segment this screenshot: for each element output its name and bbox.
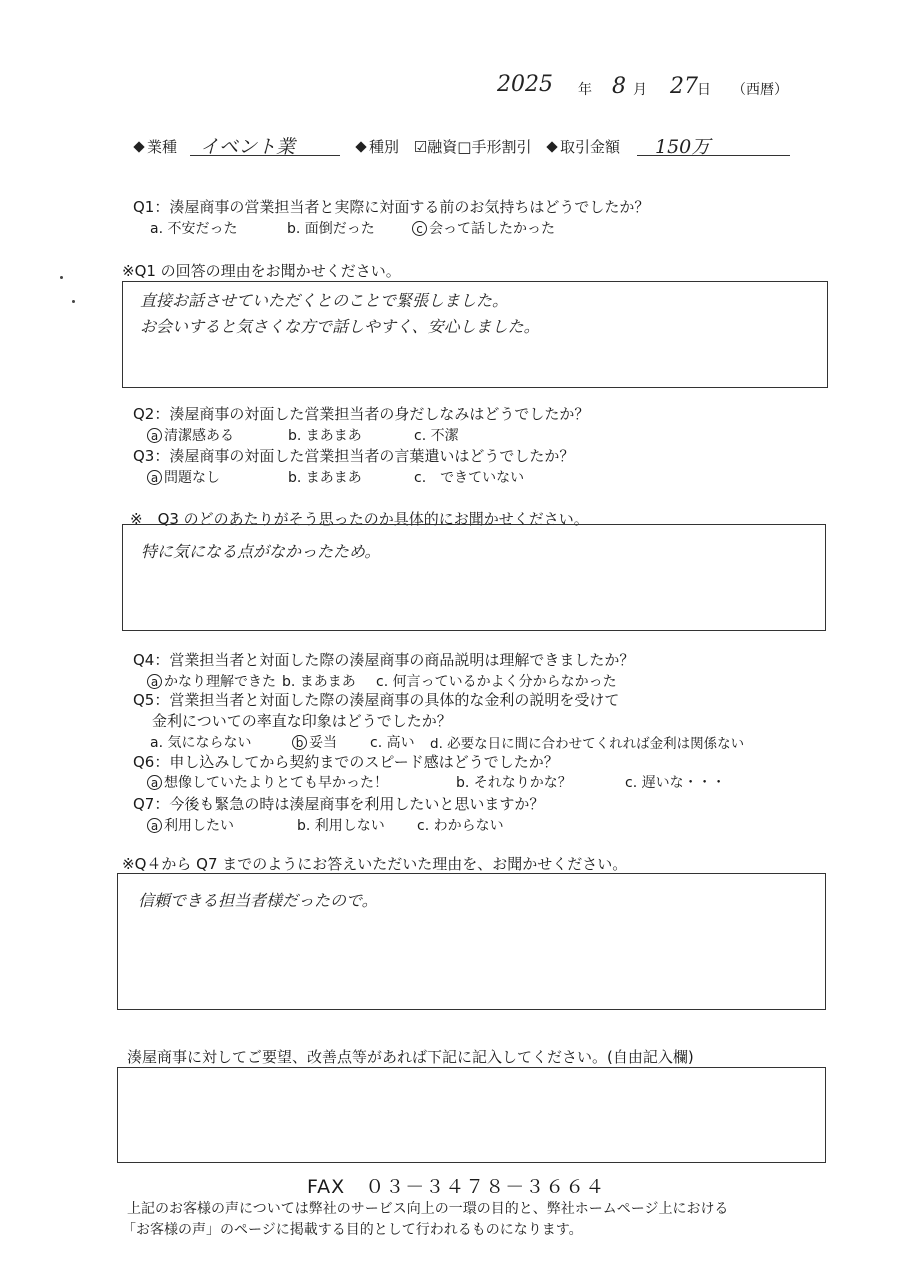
q6-option-c: c. 遅いな・・・ (625, 775, 726, 791)
q1-reason-line2: お会いすると気さくな方で話しやすく、安心しました。 (140, 317, 540, 336)
amount-label: 取引金額 (560, 138, 621, 156)
circled-answer-mark: a (147, 428, 162, 443)
q3-option-a-text: 問題なし (164, 470, 220, 486)
diamond-bullet-icon (355, 141, 366, 152)
free-comment-label: 湊屋商事に対してご要望、改善点等があれば下記に記入してください。(自由記入欄) (127, 1048, 694, 1066)
q4-option-a (147, 671, 276, 691)
date-month-label: 月 (633, 82, 647, 98)
circled-answer-mark: b (292, 735, 307, 750)
diamond-bullet-icon (546, 141, 557, 152)
type-field (357, 136, 531, 157)
q3-reason-box (122, 524, 826, 631)
scan-speck (60, 276, 63, 279)
q1-reason-box (122, 281, 828, 388)
type-checkbox-loan: ☑ (413, 138, 428, 156)
q5-text: Q5：営業担当者と対面した際の湊屋商事の具体的な金利の説明を受けて (133, 691, 620, 709)
industry-label: 業種 (147, 138, 178, 156)
circled-answer-mark: a (147, 818, 162, 833)
q2-option-b: b. まあまあ (288, 428, 362, 444)
type-option-loan: 融資 (427, 138, 458, 156)
q3-reason-label: ※ Q3 のどのあたりがそう思ったのか具体的にお聞かせください。 (130, 510, 589, 528)
type-option-bill: 手形割引 (471, 138, 532, 156)
q1-option-a: a. 不安だった (150, 221, 238, 237)
q4-option-c: c. 何言っているかよく分からなかった (376, 674, 617, 690)
type-checkbox-bill: □ (457, 138, 472, 156)
industry-value: イベント業 (200, 136, 296, 158)
q1-reason-label: ※Q1 の回答の理由をお聞かせください。 (122, 262, 401, 280)
q7-text: Q7：今後も緊急の時は湊屋商事を利用したいと思いますか？ (133, 795, 545, 813)
date-year: 2025 (497, 72, 553, 97)
q4-option-b: b. まあまあ (282, 674, 356, 690)
q47-reason-box (117, 873, 826, 1010)
q1-option-c-text: 会って話したかった (429, 221, 555, 237)
date-year-label: 年 (578, 82, 592, 98)
q6-option-a-text: 想像していたよりとても早かった！ (164, 775, 388, 791)
industry-field (135, 136, 177, 157)
date-era: （西暦） (732, 82, 788, 98)
free-comment-box (117, 1067, 826, 1163)
q5-text-line2: 金利についての率直な印象はどうでしたか？ (152, 712, 452, 730)
q1-text: Q1：湊屋商事の営業担当者と実際に対面する前のお気持ちはどうでしたか？ (133, 198, 650, 216)
circled-answer-mark: a (147, 470, 162, 485)
q5-option-b-text: 妥当 (309, 735, 337, 751)
q3-text: Q3：湊屋商事の対面した営業担当者の言葉遣いはどうでしたか？ (133, 447, 575, 465)
q7-option-b: b. 利用しない (297, 818, 385, 834)
q7-option-c: c. わからない (417, 818, 504, 834)
type-label: 種別 (369, 138, 400, 156)
q7-option-a (147, 815, 234, 835)
q6-option-b: b. それなりかな？ (456, 775, 572, 791)
q6-text: Q6：申し込みしてから契約までのスピード感はどうでしたか？ (133, 753, 559, 771)
scan-speck (72, 300, 75, 303)
circled-answer-mark: c (412, 221, 427, 236)
q3-option-b: b. まあまあ (288, 470, 362, 486)
industry-underline (190, 155, 340, 156)
amount-underline (637, 155, 790, 156)
q4-text: Q4：営業担当者と対面した際の湊屋商事の商品説明は理解できましたか？ (133, 651, 635, 669)
q1-option-b: b. 面倒だった (287, 221, 375, 237)
diamond-bullet-icon (133, 141, 144, 152)
q3-option-c: c. できていない (414, 470, 525, 486)
q4-option-a-text: かなり理解できた (164, 674, 276, 690)
q2-option-c: c. 不潔 (414, 428, 459, 444)
q3-reason-line1: 特に気になる点がなかったため。 (141, 542, 381, 561)
q47-reason-line1: 信頼できる担当者様だったので。 (138, 891, 378, 910)
q2-option-a-text: 清潔感ある (164, 428, 234, 444)
q5-option-a: a. 気にならない (150, 735, 252, 751)
q3-option-a (147, 467, 220, 487)
q5-option-b (292, 732, 337, 752)
date-day: 27 (670, 74, 698, 99)
q2-option-a (147, 425, 234, 445)
date-day-label: 日 (697, 82, 711, 98)
q1-reason-line1: 直接お話させていただくとのことで緊張しました。 (140, 291, 509, 310)
footer-note-line1: 上記のお客様の声については弊社のサービス向上の一環の目的と、弊社ホームページ上における (127, 1201, 729, 1217)
amount-value: 150万 (655, 136, 711, 158)
date-month: 8 (612, 74, 626, 99)
q47-reason-label: ※Q４から Q7 までのようにお答えいただいた理由を、お聞かせください。 (122, 855, 628, 873)
amount-field (548, 136, 620, 157)
circled-answer-mark: a (147, 775, 162, 790)
q2-text: Q2：湊屋商事の対面した営業担当者の身だしなみはどうでしたか？ (133, 405, 590, 423)
q5-option-d: d. 必要な日に間に合わせてくれれば金利は関係ない (430, 736, 745, 752)
footer-note-line2: 「お客様の声」のページに掲載する目的として行われるものになります。 (122, 1222, 583, 1238)
q1-option-c (412, 218, 555, 238)
circled-answer-mark: a (147, 674, 162, 689)
q6-option-a (147, 772, 388, 792)
q7-option-a-text: 利用したい (164, 818, 234, 834)
q5-option-c: c. 高い (370, 735, 415, 751)
fax-number: FAX ０３－３４７８－３６６４ (307, 1176, 606, 1198)
